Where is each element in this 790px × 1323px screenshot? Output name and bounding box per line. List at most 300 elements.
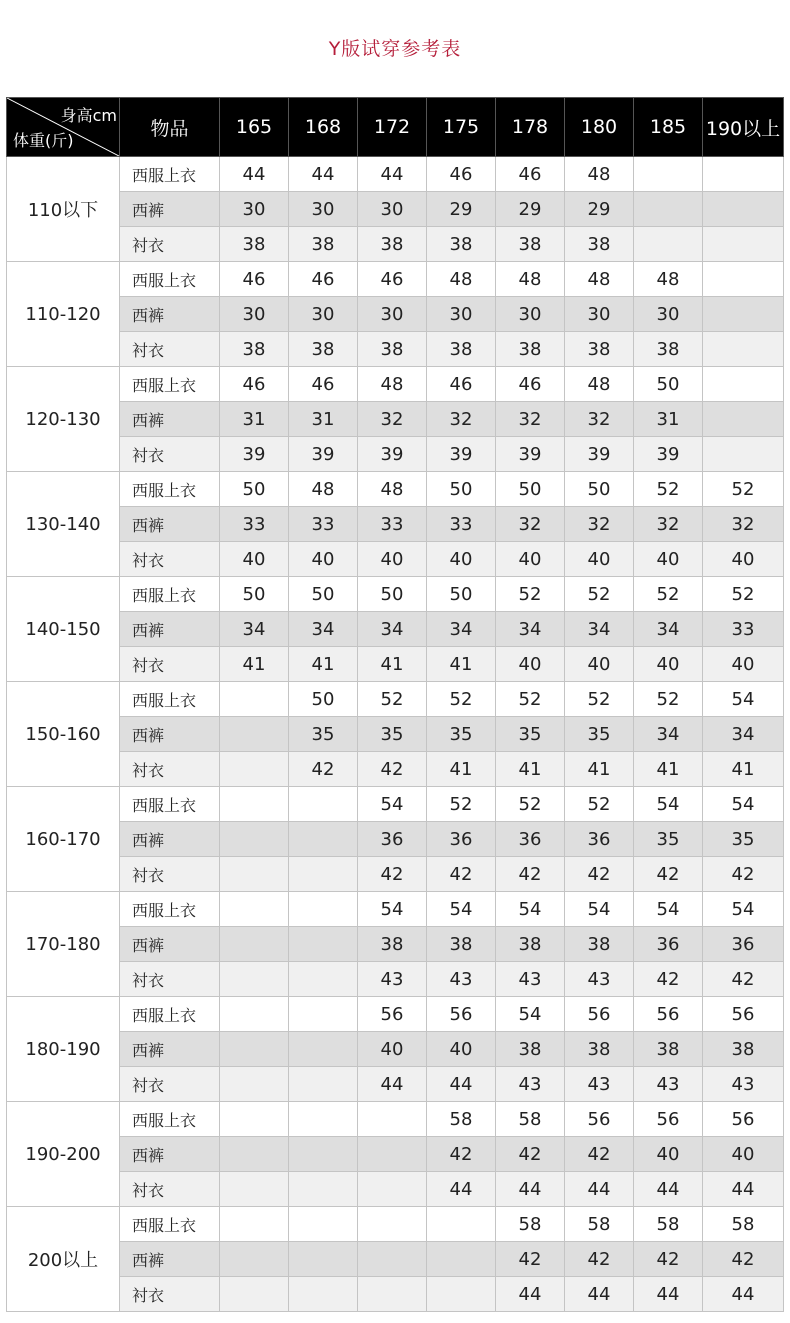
- size-value-cell: [289, 787, 358, 822]
- size-value-cell: 48: [634, 262, 703, 297]
- table-row: [7, 1067, 784, 1102]
- size-value-cell: 40: [634, 542, 703, 577]
- size-value-cell: [634, 192, 703, 227]
- size-value-cell: 31: [634, 402, 703, 437]
- size-value-cell: 33: [220, 507, 289, 542]
- size-value-cell: 32: [427, 402, 496, 437]
- size-value-cell: 46: [427, 367, 496, 402]
- header-row: [7, 98, 784, 157]
- size-value-cell: 50: [565, 472, 634, 507]
- item-name-cell: 衬衣: [120, 647, 220, 682]
- item-name-cell: 西裤: [120, 297, 220, 332]
- size-value-cell: 52: [565, 682, 634, 717]
- size-value-cell: 42: [634, 962, 703, 997]
- height-axis-label: 身高cm: [60, 106, 117, 125]
- weight-range-cell: 130-140: [7, 472, 120, 577]
- size-value-cell: [289, 927, 358, 962]
- item-name-cell: 衬衣: [120, 962, 220, 997]
- size-value-cell: [220, 962, 289, 997]
- size-value-cell: 31: [220, 402, 289, 437]
- size-value-cell: 42: [703, 857, 784, 892]
- size-value-cell: [427, 1207, 496, 1242]
- size-value-cell: [220, 717, 289, 752]
- size-value-cell: 30: [289, 192, 358, 227]
- size-value-cell: 40: [703, 542, 784, 577]
- page-title: Y版试穿参考表: [328, 38, 462, 60]
- size-value-cell: 38: [496, 332, 565, 367]
- size-value-cell: [220, 682, 289, 717]
- size-value-cell: 36: [496, 822, 565, 857]
- size-value-cell: 44: [703, 1277, 784, 1312]
- size-value-cell: [289, 962, 358, 997]
- item-name-cell: 西裤: [120, 927, 220, 962]
- size-value-cell: 29: [565, 192, 634, 227]
- height-column-header: 185: [634, 98, 703, 157]
- size-value-cell: 38: [703, 1032, 784, 1067]
- size-value-cell: 43: [427, 962, 496, 997]
- size-value-cell: [220, 1102, 289, 1137]
- size-value-cell: [220, 752, 289, 787]
- size-value-cell: 48: [289, 472, 358, 507]
- size-value-cell: 38: [289, 227, 358, 262]
- size-value-cell: 50: [427, 577, 496, 612]
- size-value-cell: 42: [427, 1137, 496, 1172]
- size-value-cell: 40: [358, 542, 427, 577]
- size-value-cell: 38: [565, 227, 634, 262]
- size-value-cell: 50: [289, 577, 358, 612]
- size-value-cell: 38: [427, 332, 496, 367]
- size-value-cell: 52: [427, 787, 496, 822]
- table-row: [7, 157, 784, 192]
- size-value-cell: 34: [358, 612, 427, 647]
- size-value-cell: [289, 892, 358, 927]
- size-value-cell: [220, 1067, 289, 1102]
- size-value-cell: [289, 822, 358, 857]
- size-value-cell: 54: [358, 787, 427, 822]
- size-value-cell: 56: [703, 997, 784, 1032]
- size-value-cell: [703, 157, 784, 192]
- table-row: [7, 507, 784, 542]
- size-value-cell: 30: [289, 297, 358, 332]
- size-value-cell: 42: [703, 1242, 784, 1277]
- size-value-cell: 54: [496, 892, 565, 927]
- size-value-cell: 48: [358, 472, 427, 507]
- size-value-cell: 39: [565, 437, 634, 472]
- size-value-cell: [358, 1277, 427, 1312]
- size-value-cell: 44: [496, 1277, 565, 1312]
- size-value-cell: 56: [634, 1102, 703, 1137]
- size-value-cell: 38: [427, 227, 496, 262]
- size-value-cell: 42: [634, 1242, 703, 1277]
- size-value-cell: 38: [496, 1032, 565, 1067]
- table-row: [7, 542, 784, 577]
- size-value-cell: 48: [427, 262, 496, 297]
- size-value-cell: [427, 1242, 496, 1277]
- size-value-cell: 52: [496, 577, 565, 612]
- size-value-cell: [220, 1207, 289, 1242]
- size-value-cell: 39: [634, 437, 703, 472]
- item-name-cell: 西服上衣: [120, 682, 220, 717]
- size-value-cell: 38: [565, 332, 634, 367]
- size-value-cell: 38: [565, 927, 634, 962]
- size-value-cell: [289, 857, 358, 892]
- size-value-cell: 32: [496, 402, 565, 437]
- size-value-cell: 41: [427, 647, 496, 682]
- size-value-cell: 50: [634, 367, 703, 402]
- size-value-cell: 30: [634, 297, 703, 332]
- weight-axis-label: 体重(斤): [13, 131, 74, 150]
- size-value-cell: 30: [220, 192, 289, 227]
- table-row: [7, 1172, 784, 1207]
- size-value-cell: [220, 787, 289, 822]
- size-value-cell: 40: [427, 1032, 496, 1067]
- table-row: [7, 682, 784, 717]
- item-name-cell: 西服上衣: [120, 157, 220, 192]
- size-value-cell: 52: [565, 787, 634, 822]
- size-value-cell: [289, 1137, 358, 1172]
- size-value-cell: [703, 227, 784, 262]
- size-value-cell: 40: [634, 647, 703, 682]
- height-column-header: 180: [565, 98, 634, 157]
- table-row: [7, 892, 784, 927]
- table-row: [7, 227, 784, 262]
- item-name-cell: 西服上衣: [120, 997, 220, 1032]
- size-value-cell: 52: [496, 682, 565, 717]
- size-value-cell: 38: [565, 1032, 634, 1067]
- size-value-cell: [220, 1277, 289, 1312]
- size-value-cell: 43: [358, 962, 427, 997]
- size-value-cell: 50: [220, 472, 289, 507]
- size-value-cell: 41: [289, 647, 358, 682]
- size-value-cell: 56: [358, 997, 427, 1032]
- size-value-cell: 33: [427, 507, 496, 542]
- size-value-cell: 48: [358, 367, 427, 402]
- size-value-cell: 34: [565, 612, 634, 647]
- item-column-header: 物品: [120, 98, 220, 157]
- size-value-cell: 30: [358, 192, 427, 227]
- size-value-cell: 40: [496, 542, 565, 577]
- size-value-cell: [289, 1172, 358, 1207]
- table-row: [7, 1102, 784, 1137]
- size-value-cell: [289, 1102, 358, 1137]
- size-value-cell: 34: [220, 612, 289, 647]
- size-value-cell: [289, 1032, 358, 1067]
- size-value-cell: 44: [565, 1277, 634, 1312]
- size-value-cell: 48: [565, 157, 634, 192]
- size-value-cell: 54: [703, 892, 784, 927]
- size-value-cell: 52: [565, 577, 634, 612]
- item-name-cell: 西服上衣: [120, 472, 220, 507]
- size-value-cell: [427, 1277, 496, 1312]
- size-value-cell: 54: [427, 892, 496, 927]
- size-value-cell: 58: [565, 1207, 634, 1242]
- size-value-cell: 44: [358, 1067, 427, 1102]
- size-value-cell: [289, 1277, 358, 1312]
- size-reference-table: [6, 97, 784, 1312]
- table-row: [7, 1277, 784, 1312]
- size-value-cell: [703, 262, 784, 297]
- size-value-cell: 35: [289, 717, 358, 752]
- size-value-cell: 36: [703, 927, 784, 962]
- size-value-cell: [220, 892, 289, 927]
- size-value-cell: 40: [358, 1032, 427, 1067]
- size-value-cell: 33: [358, 507, 427, 542]
- size-value-cell: 56: [427, 997, 496, 1032]
- size-value-cell: 40: [703, 1137, 784, 1172]
- size-value-cell: 44: [427, 1172, 496, 1207]
- table-body: [7, 157, 784, 1312]
- size-value-cell: 44: [289, 157, 358, 192]
- item-name-cell: 西服上衣: [120, 892, 220, 927]
- size-value-cell: 54: [496, 997, 565, 1032]
- height-column-header: 165: [220, 98, 289, 157]
- size-value-cell: 52: [634, 577, 703, 612]
- size-value-cell: 35: [427, 717, 496, 752]
- size-value-cell: 38: [634, 1032, 703, 1067]
- size-value-cell: 42: [427, 857, 496, 892]
- size-value-cell: 56: [565, 1102, 634, 1137]
- size-value-cell: 39: [496, 437, 565, 472]
- size-value-cell: 44: [358, 157, 427, 192]
- table-row: [7, 402, 784, 437]
- size-value-cell: 35: [358, 717, 427, 752]
- size-value-cell: [703, 192, 784, 227]
- size-value-cell: 41: [358, 647, 427, 682]
- item-name-cell: 西裤: [120, 612, 220, 647]
- table-row: [7, 1137, 784, 1172]
- size-value-cell: 40: [565, 542, 634, 577]
- size-value-cell: 33: [289, 507, 358, 542]
- size-value-cell: 38: [496, 227, 565, 262]
- size-value-cell: 42: [289, 752, 358, 787]
- size-value-cell: [220, 1172, 289, 1207]
- item-name-cell: 衬衣: [120, 857, 220, 892]
- weight-range-cell: 150-160: [7, 682, 120, 787]
- size-value-cell: 42: [565, 857, 634, 892]
- item-name-cell: 衬衣: [120, 227, 220, 262]
- size-value-cell: 36: [634, 927, 703, 962]
- size-value-cell: 31: [289, 402, 358, 437]
- size-value-cell: 38: [289, 332, 358, 367]
- size-value-cell: 48: [496, 262, 565, 297]
- table-row: [7, 857, 784, 892]
- size-value-cell: 58: [634, 1207, 703, 1242]
- size-value-cell: 42: [565, 1242, 634, 1277]
- size-value-cell: 41: [634, 752, 703, 787]
- table-row: [7, 367, 784, 402]
- item-name-cell: 西裤: [120, 822, 220, 857]
- size-value-cell: 36: [565, 822, 634, 857]
- size-value-cell: 50: [427, 472, 496, 507]
- size-value-cell: 38: [358, 927, 427, 962]
- weight-range-cell: 190-200: [7, 1102, 120, 1207]
- size-value-cell: 34: [634, 612, 703, 647]
- height-column-header: 172: [358, 98, 427, 157]
- size-value-cell: 58: [427, 1102, 496, 1137]
- height-column-header: 190以上: [703, 98, 784, 157]
- size-value-cell: [358, 1137, 427, 1172]
- size-value-cell: 52: [358, 682, 427, 717]
- size-value-cell: 43: [703, 1067, 784, 1102]
- size-value-cell: 52: [703, 577, 784, 612]
- size-value-cell: [703, 437, 784, 472]
- item-name-cell: 衬衣: [120, 1067, 220, 1102]
- size-value-cell: 56: [565, 997, 634, 1032]
- size-value-cell: 42: [358, 752, 427, 787]
- size-value-cell: 40: [703, 647, 784, 682]
- item-name-cell: 西服上衣: [120, 787, 220, 822]
- size-value-cell: 35: [634, 822, 703, 857]
- size-value-cell: 34: [289, 612, 358, 647]
- size-value-cell: 32: [565, 507, 634, 542]
- item-name-cell: 衬衣: [120, 332, 220, 367]
- size-value-cell: 42: [358, 857, 427, 892]
- table-row: [7, 1242, 784, 1277]
- size-value-cell: 44: [496, 1172, 565, 1207]
- size-value-cell: 50: [220, 577, 289, 612]
- table-row: [7, 787, 784, 822]
- size-value-cell: 56: [703, 1102, 784, 1137]
- size-value-cell: 40: [565, 647, 634, 682]
- size-value-cell: [220, 927, 289, 962]
- height-column-header: 178: [496, 98, 565, 157]
- size-value-cell: [289, 997, 358, 1032]
- table-row: [7, 962, 784, 997]
- size-value-cell: 42: [496, 857, 565, 892]
- weight-range-cell: 180-190: [7, 997, 120, 1102]
- size-value-cell: 36: [358, 822, 427, 857]
- size-value-cell: 39: [427, 437, 496, 472]
- item-name-cell: 衬衣: [120, 1172, 220, 1207]
- size-value-cell: 46: [220, 367, 289, 402]
- table-row: [7, 1032, 784, 1067]
- item-name-cell: 衬衣: [120, 752, 220, 787]
- size-value-cell: 58: [496, 1102, 565, 1137]
- item-name-cell: 西裤: [120, 402, 220, 437]
- table-row: [7, 1207, 784, 1242]
- item-name-cell: 西裤: [120, 1137, 220, 1172]
- size-value-cell: 41: [565, 752, 634, 787]
- table-row: [7, 472, 784, 507]
- item-name-cell: 衬衣: [120, 542, 220, 577]
- table-row: [7, 717, 784, 752]
- size-value-cell: 52: [427, 682, 496, 717]
- size-value-cell: [358, 1207, 427, 1242]
- size-value-cell: 43: [496, 962, 565, 997]
- size-value-cell: 38: [220, 227, 289, 262]
- size-value-cell: 34: [703, 717, 784, 752]
- size-value-cell: 44: [634, 1277, 703, 1312]
- size-value-cell: 43: [634, 1067, 703, 1102]
- size-value-cell: 30: [427, 297, 496, 332]
- size-value-cell: [358, 1102, 427, 1137]
- size-value-cell: [220, 1137, 289, 1172]
- size-value-cell: 46: [496, 367, 565, 402]
- table-row: [7, 752, 784, 787]
- size-value-cell: 32: [496, 507, 565, 542]
- size-value-cell: 56: [634, 997, 703, 1032]
- weight-range-cell: 110以下: [7, 157, 120, 262]
- size-value-cell: 46: [427, 157, 496, 192]
- size-value-cell: 50: [496, 472, 565, 507]
- size-value-cell: 38: [496, 927, 565, 962]
- table-row: [7, 612, 784, 647]
- corner-header-cell: [7, 98, 120, 157]
- size-value-cell: 44: [220, 157, 289, 192]
- size-value-cell: 46: [358, 262, 427, 297]
- size-value-cell: [220, 1032, 289, 1067]
- size-value-cell: 41: [220, 647, 289, 682]
- size-value-cell: 36: [427, 822, 496, 857]
- size-value-cell: [358, 1242, 427, 1277]
- size-value-cell: 54: [703, 682, 784, 717]
- size-value-cell: 35: [496, 717, 565, 752]
- size-value-cell: 44: [427, 1067, 496, 1102]
- item-name-cell: 衬衣: [120, 437, 220, 472]
- table-row: [7, 927, 784, 962]
- height-column-header: 175: [427, 98, 496, 157]
- size-value-cell: 54: [634, 892, 703, 927]
- size-value-cell: 58: [496, 1207, 565, 1242]
- size-value-cell: [703, 367, 784, 402]
- size-value-cell: 52: [634, 682, 703, 717]
- size-value-cell: 34: [427, 612, 496, 647]
- size-value-cell: 33: [703, 612, 784, 647]
- size-value-cell: 41: [496, 752, 565, 787]
- size-value-cell: 39: [220, 437, 289, 472]
- size-value-cell: 43: [496, 1067, 565, 1102]
- size-value-cell: [289, 1207, 358, 1242]
- item-name-cell: 西裤: [120, 1032, 220, 1067]
- table-row: [7, 997, 784, 1032]
- size-value-cell: [703, 297, 784, 332]
- size-value-cell: 35: [703, 822, 784, 857]
- size-value-cell: 32: [634, 507, 703, 542]
- weight-range-cell: 120-130: [7, 367, 120, 472]
- size-value-cell: 44: [703, 1172, 784, 1207]
- size-value-cell: 50: [289, 682, 358, 717]
- size-value-cell: 40: [289, 542, 358, 577]
- size-value-cell: 52: [496, 787, 565, 822]
- size-value-cell: 42: [634, 857, 703, 892]
- size-value-cell: [220, 1242, 289, 1277]
- size-value-cell: 42: [703, 962, 784, 997]
- size-value-cell: [703, 332, 784, 367]
- item-name-cell: 西裤: [120, 192, 220, 227]
- size-value-cell: 48: [565, 262, 634, 297]
- weight-range-cell: 200以上: [7, 1207, 120, 1312]
- size-value-cell: 38: [358, 227, 427, 262]
- weight-range-cell: 160-170: [7, 787, 120, 892]
- size-value-cell: 39: [358, 437, 427, 472]
- table-row: [7, 192, 784, 227]
- size-value-cell: [634, 157, 703, 192]
- size-value-cell: 30: [496, 297, 565, 332]
- item-name-cell: 西裤: [120, 1242, 220, 1277]
- size-value-cell: 30: [358, 297, 427, 332]
- size-value-cell: 35: [565, 717, 634, 752]
- size-value-cell: 42: [496, 1137, 565, 1172]
- size-value-cell: 38: [358, 332, 427, 367]
- weight-range-cell: 140-150: [7, 577, 120, 682]
- size-value-cell: 42: [565, 1137, 634, 1172]
- weight-range-cell: 110-120: [7, 262, 120, 367]
- size-value-cell: 41: [427, 752, 496, 787]
- size-value-cell: 43: [565, 1067, 634, 1102]
- item-name-cell: 西服上衣: [120, 1207, 220, 1242]
- size-value-cell: 40: [220, 542, 289, 577]
- size-value-cell: 58: [703, 1207, 784, 1242]
